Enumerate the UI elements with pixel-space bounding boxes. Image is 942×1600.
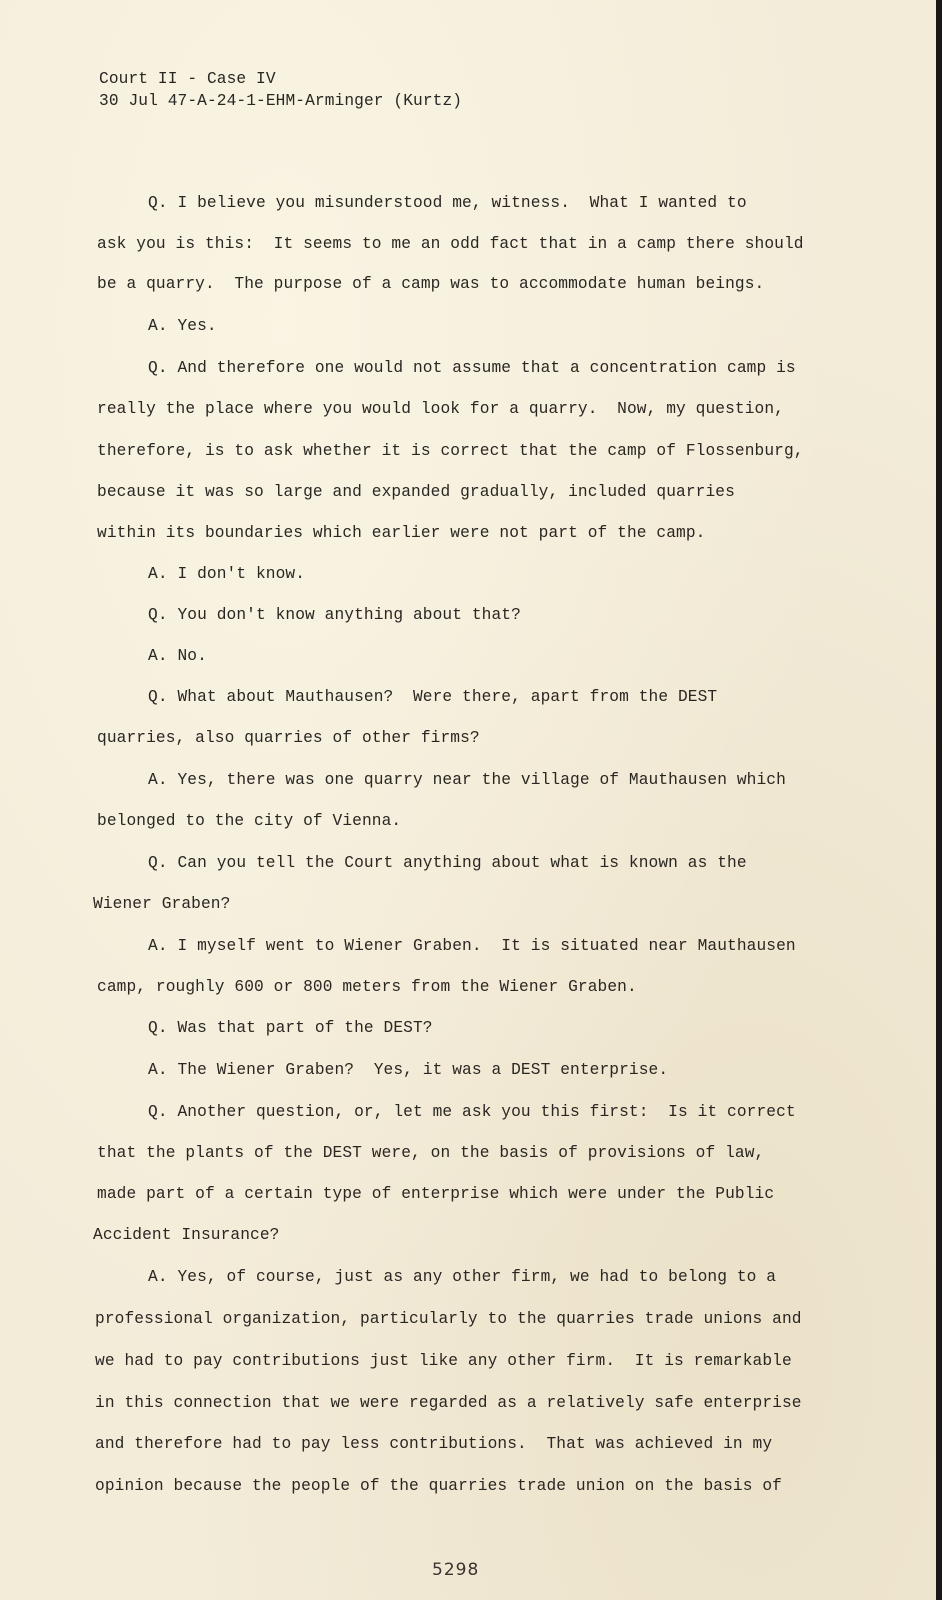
transcript-line: that the plants of the DEST were, on the basis of provisions of law, <box>97 1144 765 1162</box>
transcript-line: we had to pay contributions just like any other firm. It is remarkable <box>95 1352 792 1370</box>
transcript-line: in this connection that we were regarded as a relatively safe enterprise <box>95 1394 802 1412</box>
transcript-line: belonged to the city of Vienna. <box>97 812 402 830</box>
transcript-line: Q. Was that part of the DEST? <box>148 1019 433 1037</box>
transcript-line: Q. Another question, or, let me ask you this first: Is it correct <box>148 1103 796 1121</box>
transcript-line: therefore, is to ask whether it is correct that the camp of Flossenburg, <box>97 442 804 460</box>
transcript-line: Q. And therefore one would not assume that a concentration camp is <box>148 359 796 377</box>
transcript-line: Q. You don't know anything about that? <box>148 606 521 624</box>
transcript-line: made part of a certain type of enterprise which were under the Public <box>97 1185 775 1203</box>
transcript-line: A. No. <box>148 647 207 665</box>
transcript-line: camp, roughly 600 or 800 meters from the Wiener Graben. <box>97 978 637 996</box>
transcript-line: A. I myself went to Wiener Graben. It is situated near Mauthausen <box>148 937 796 955</box>
transcript-line: Wiener Graben? <box>93 895 231 913</box>
header-court-case: Court II - Case IV <box>99 70 276 88</box>
transcript-line: A. The Wiener Graben? Yes, it was a DEST enterprise. <box>148 1061 669 1079</box>
transcript-line: because it was so large and expanded gradually, included quarries <box>97 483 735 501</box>
handwritten-page-number: 5298 <box>432 1560 480 1580</box>
transcript-line: Accident Insurance? <box>93 1226 280 1244</box>
transcript-line: quarries, also quarries of other firms? <box>97 729 480 747</box>
transcript-line: and therefore had to pay less contributions. That was achieved in my <box>95 1435 773 1453</box>
transcript-line: A. I don't know. <box>148 565 306 583</box>
transcript-line: be a quarry. The purpose of a camp was to accommodate human beings. <box>97 275 765 293</box>
transcript-line: Q. I believe you misunderstood me, witness. What I wanted to <box>148 194 747 212</box>
page-edge-shadow <box>936 0 942 1600</box>
transcript-line: A. Yes, there was one quarry near the village of Mauthausen which <box>148 771 786 789</box>
transcript-line: Q. Can you tell the Court anything about what is known as the <box>148 854 747 872</box>
transcript-line: A. Yes. <box>148 317 217 335</box>
transcript-line: opinion because the people of the quarries trade union on the basis of <box>95 1477 782 1495</box>
document-header <box>99 68 462 112</box>
transcript-line: A. Yes, of course, just as any other firm, we had to belong to a <box>148 1268 777 1286</box>
transcript-line: ask you is this: It seems to me an odd fact that in a camp there should <box>97 235 804 253</box>
transcript-line: Q. What about Mauthausen? Were there, apart from the DEST <box>148 688 718 706</box>
transcript-line: within its boundaries which earlier were not part of the camp. <box>97 524 706 542</box>
header-date-reference: 30 Jul 47-A-24-1-EHM-Arminger (Kurtz) <box>99 92 463 110</box>
transcript-line: professional organization, particularly to the quarries trade unions and <box>95 1310 802 1328</box>
transcript-line: really the place where you would look for a quarry. Now, my question, <box>97 400 784 418</box>
